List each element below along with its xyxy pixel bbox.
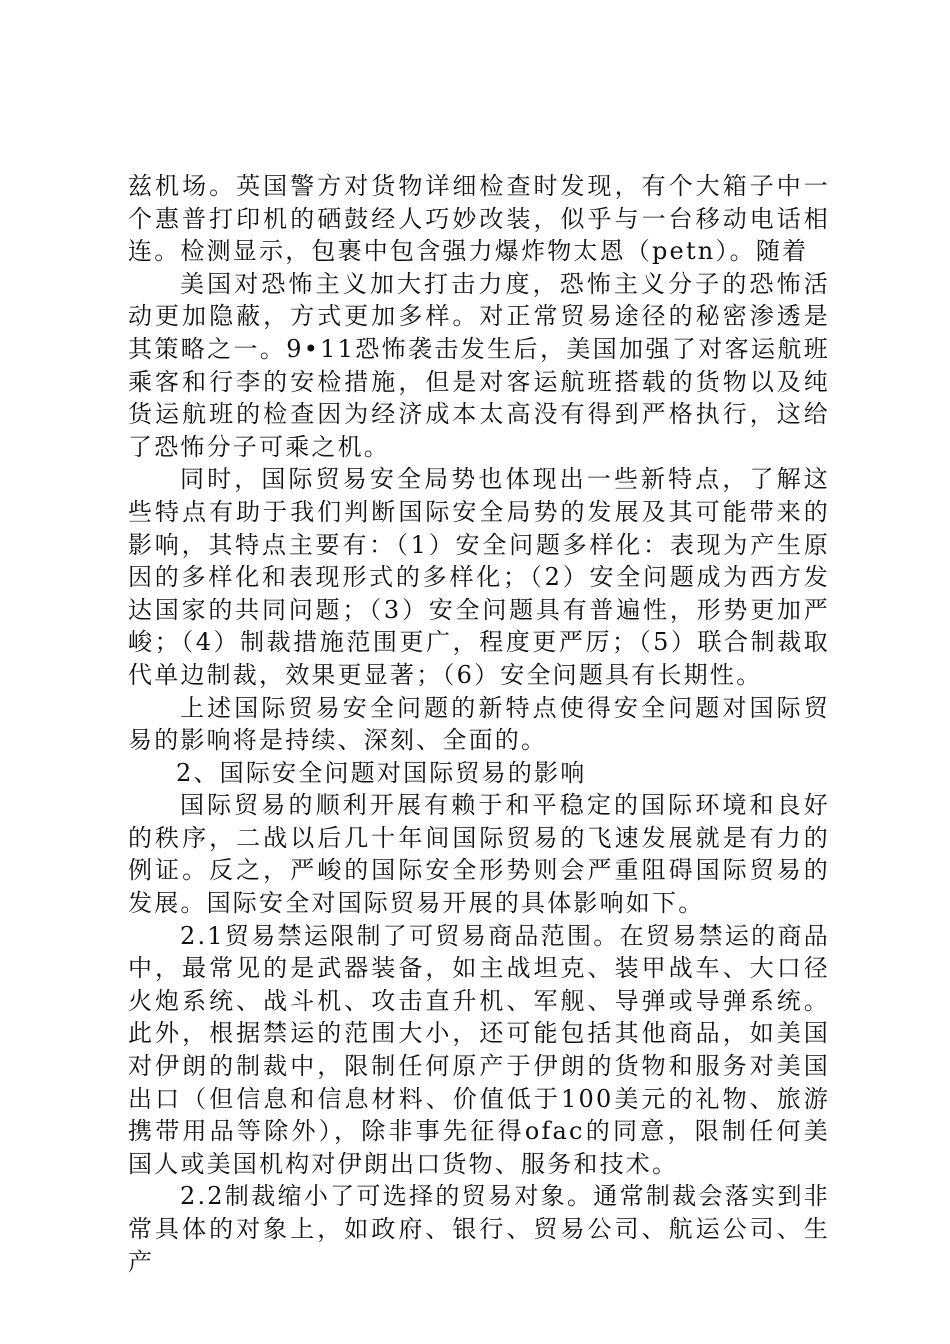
document-page xyxy=(128,170,830,1278)
paragraph-3: 同时，国际贸易安全局势也体现出一些新特点，了解这些特点有助于我们判断国际安全局势的发展及其可能带来的影响，其特点主要有：（1）安全问题多样化：表现为产生原因的多样化和表现形式的多样化；（2）安全问题成为西方发达国家的共同问题；（3）安全问题具有普遍性，形势更加严峻；（4）制裁措施范围更广，程度更严厉；（5）联合制裁取代单边制裁，效果更显著；（6）安全问题具有长期性。 xyxy=(128,465,830,689)
paragraph-1: 兹机场。英国警方对货物详细检查时发现，有个大箱子中一个惠普打印机的硒鼓经人巧妙改装，似乎与一台移动电话相连。检测显示，包裹中包含强力爆炸物太恩（petn）。随着 xyxy=(128,172,830,266)
section-heading: 2、国际安全问题对国际贸易的影响 xyxy=(176,758,587,787)
paragraph-4: 上述国际贸易安全问题的新特点使得安全问题对国际贸易的影响将是持续、深刻、全面的。 xyxy=(128,693,830,755)
paragraph-2: 美国对恐怖主义加大打击力度，恐怖主义分子的恐怖活动更加隐蔽，方式更加多样。对正常贸易途径的秘密渗透是其策略之一。9•11恐怖袭击发生后，美国加强了对客运航班乘客和行李的安检措施，但是对客运航班搭载的货物以及纯货运航班的检查因为经济成本太高没有得到严格执行，这给了恐怖分子可乘之机。 xyxy=(128,269,830,461)
paragraph-5: 国际贸易的顺利开展有赖于和平稳定的国际环境和良好的秩序，二战以后几十年间国际贸易的飞速发展就是有力的例证。反之，严峻的国际安全形势则会严重阻碍国际贸易的发展。国际安全对国际贸易开展的具体影响如下。 xyxy=(128,791,830,918)
paragraph-7: 2.2制裁缩小了可选择的贸易对象。通常制裁会落实到非常具体的对象上，如政府、银行、贸易公司、航运公司、生产 xyxy=(128,1182,830,1276)
paragraph-6: 2.1贸易禁运限制了可贸易商品范围。在贸易禁运的商品中，最常见的是武器装备，如主战坦克、装甲战车、大口径火炮系统、战斗机、攻击直升机、军舰、导弹或导弹系统。此外，根据禁运的范围大小，还可能包括其他商品，如美国对伊朗的制裁中，限制任何原产于伊朗的货物和服务对美国出口（但信息和信息材料、价值低于100美元的礼物、旅游携带用品等除外），除非事先征得ofac的同意，限制任何美国人或美国机构对伊朗出口货物、服务和技术。 xyxy=(128,921,830,1178)
